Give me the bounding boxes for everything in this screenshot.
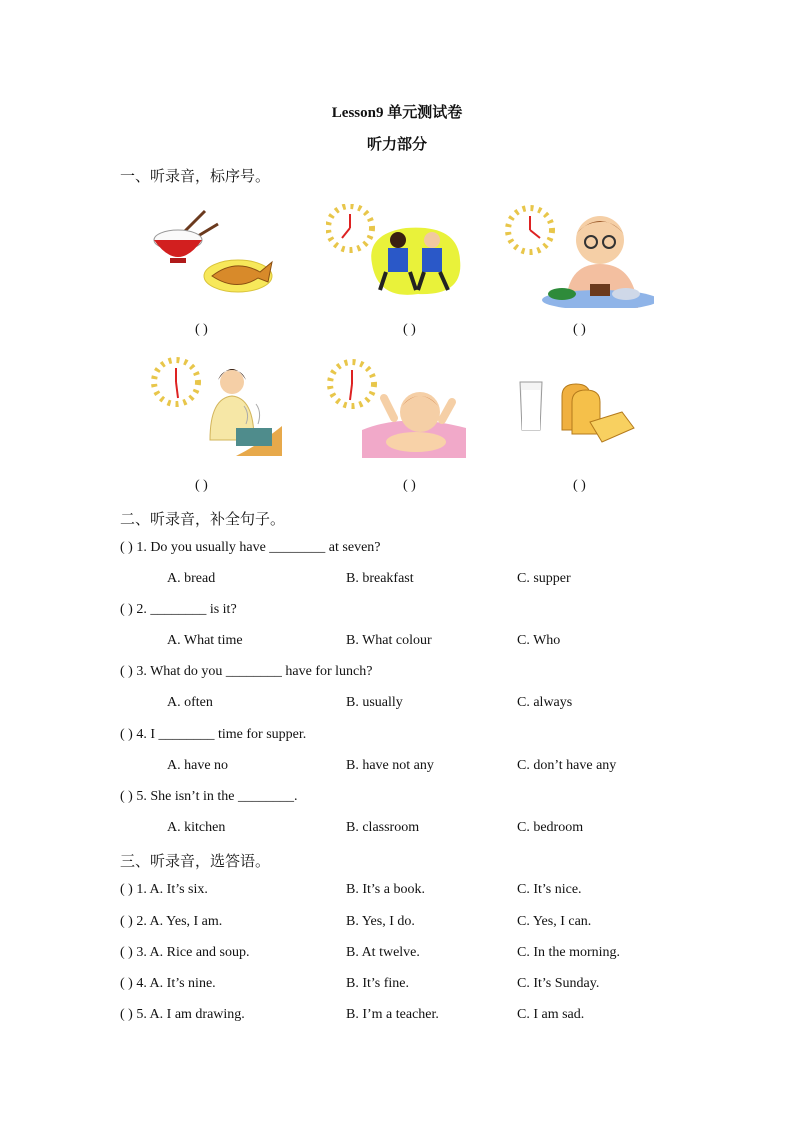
answer-blank-5[interactable]: ( ) <box>403 478 416 493</box>
s3-q2-option-c: C. Yes, I can. <box>517 914 592 929</box>
answer-blank-2[interactable]: ( ) <box>403 322 416 337</box>
section2-heading: 二、听录音，补全句子。 <box>120 512 286 528</box>
s2-q3-option-a: A. often <box>167 695 213 710</box>
s2-q4-option-c: C. don’t have any <box>517 758 617 773</box>
page-subtitle: 听力部分 <box>366 137 427 153</box>
s2-q1-option-a: A. bread <box>167 571 216 586</box>
s2-q5-stem: ( ) 5. She isn’t in the ________. <box>120 789 298 804</box>
s2-q5-option-c: C. bedroom <box>517 820 584 835</box>
s2-q4-option-b: B. have not any <box>346 758 434 773</box>
s3-q3-option-a: ( ) 3. A. Rice and soup. <box>120 945 250 960</box>
s2-q5-option-a: A. kitchen <box>167 820 226 835</box>
s3-q4-option-a: ( ) 4. A. It’s nine. <box>120 976 216 991</box>
baby-waking-clock-picture <box>326 358 466 458</box>
s3-q2-option-b: B. Yes, I do. <box>346 914 415 929</box>
milk-and-bread-picture <box>514 376 638 444</box>
s2-q2-option-b: B. What colour <box>346 633 432 648</box>
s2-q5-option-b: B. classroom <box>346 820 420 835</box>
answer-blank-4[interactable]: ( ) <box>195 478 208 493</box>
s3-q1-option-c: C. It’s nice. <box>517 882 582 897</box>
s2-q3-option-b: B. usually <box>346 695 403 710</box>
s2-q3-stem: ( ) 3. What do you ________ have for lunch? <box>120 664 373 679</box>
s3-q5-option-a: ( ) 5. A. I am drawing. <box>120 1007 245 1022</box>
page-title: Lesson9 单元测试卷 <box>331 105 463 121</box>
answer-blank-1[interactable]: ( ) <box>195 322 208 337</box>
s3-q3-option-c: C. In the morning. <box>517 945 621 960</box>
s3-q2-option-a: ( ) 2. A. Yes, I am. <box>120 914 223 929</box>
s3-q5-option-b: B. I’m a teacher. <box>346 1007 439 1022</box>
section3-heading: 三、听录音，选答语。 <box>120 854 271 870</box>
s2-q2-option-c: C. Who <box>517 633 561 648</box>
s2-q3-option-c: C. always <box>517 695 573 710</box>
rice-and-fish-picture <box>150 206 280 300</box>
s2-q2-stem: ( ) 2. ________ is it? <box>120 602 237 617</box>
s2-q4-option-a: A. have no <box>167 758 229 773</box>
s2-q1-stem: ( ) 1. Do you usually have ________ at seven? <box>120 540 381 555</box>
s3-q5-option-c: C. I am sad. <box>517 1007 585 1022</box>
exercise-clock-picture <box>326 204 466 300</box>
s3-q4-option-c: C. It’s Sunday. <box>517 976 600 991</box>
s3-q1-option-b: B. It’s a book. <box>346 882 425 897</box>
answer-blank-3[interactable]: ( ) <box>573 322 586 337</box>
s2-q4-stem: ( ) 4. I ________ time for supper. <box>120 727 307 742</box>
s2-q2-option-a: A. What time <box>167 633 243 648</box>
boy-eating-clock-picture <box>504 204 654 308</box>
section1-heading: 一、听录音，标序号。 <box>120 169 271 185</box>
s3-q1-option-a: ( ) 1. A. It’s six. <box>120 882 208 897</box>
s3-q3-option-b: B. At twelve. <box>346 945 420 960</box>
mother-cooking-clock-picture <box>150 356 282 456</box>
answer-blank-6[interactable]: ( ) <box>573 478 586 493</box>
s2-q1-option-c: C. supper <box>517 571 571 586</box>
s3-q4-option-b: B. It’s fine. <box>346 976 409 991</box>
s2-q1-option-b: B. breakfast <box>346 571 414 586</box>
